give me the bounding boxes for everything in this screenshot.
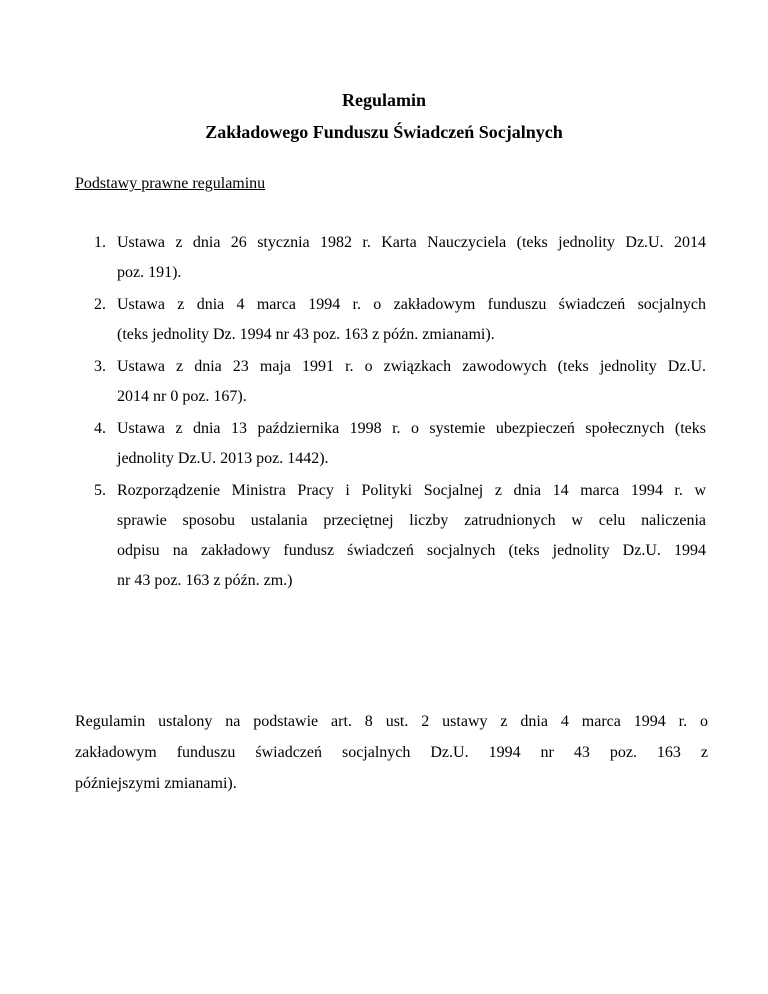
text-line: Ustawa z dnia 13 października 1998 r. o systemie ubezpieczeń społecznych (teks	[117, 420, 706, 437]
text-line: poz. 191).	[117, 264, 182, 281]
list-item	[0, 290, 768, 350]
text-line: Ustawa z dnia 23 maja 1991 r. o związkach zawodowych (teks jednolity Dz.U.	[117, 358, 706, 375]
document-subtitle: Zakładowego Funduszu Świadczeń Socjalnych	[205, 122, 563, 142]
list-item-number: 4.	[94, 420, 106, 437]
list-item-text	[117, 228, 706, 288]
list-item-text	[117, 352, 706, 412]
document-title: Regulamin	[341, 90, 426, 110]
list-item-text	[117, 476, 706, 596]
legal-basis-list	[0, 228, 768, 598]
text-line: 2014 nr 0 poz. 167).	[117, 388, 247, 405]
text-line: sprawie sposobu ustalania przeciętnej liczby zatrudnionych w celu naliczenia	[117, 512, 706, 529]
list-item-text	[117, 414, 706, 474]
list-item-number: 5.	[94, 482, 106, 499]
list-item-number: 2.	[94, 296, 106, 313]
title-block	[0, 84, 768, 148]
text-line: Ustawa z dnia 26 stycznia 1982 r. Karta Nauczyciela (teks jednolity Dz.U. 2014	[117, 234, 706, 251]
text-line: odpisu na zakładowy fundusz świadczeń socjalnych (teks jednolity Dz.U. 1994	[117, 542, 706, 559]
text-line: (teks jednolity Dz. 1994 nr 43 poz. 163 z późn. zmianami).	[117, 326, 495, 343]
list-item	[0, 414, 768, 474]
section-heading-legal-basis: Podstawy prawne regulaminu	[75, 175, 266, 192]
list-item	[0, 352, 768, 412]
list-item	[0, 228, 768, 288]
list-item-number: 1.	[94, 234, 106, 251]
list-item-text	[117, 290, 706, 350]
text-line: Ustawa z dnia 4 marca 1994 r. o zakładowym funduszu świadczeń socjalnych	[117, 296, 706, 313]
text-line: nr 43 poz. 163 z późn. zm.)	[117, 572, 293, 589]
text-line: Rozporządzenie Ministra Pracy i Polityki Socjalnej z dnia 14 marca 1994 r. w	[117, 482, 706, 499]
text-line: jednolity Dz.U. 2013 poz. 1442).	[117, 450, 329, 467]
list-item	[0, 476, 768, 596]
regulation-basis-paragraph	[75, 706, 708, 799]
text-line: zakładowym funduszu świadczeń socjalnych Dz.U. 1994 nr 43 poz. 163 z	[75, 744, 708, 761]
text-line: Regulamin ustalony na podstawie art. 8 ust. 2 ustawy z dnia 4 marca 1994 r. o	[75, 713, 708, 730]
text-line: późniejszymi zmianami).	[75, 775, 237, 792]
list-item-number: 3.	[94, 358, 106, 375]
